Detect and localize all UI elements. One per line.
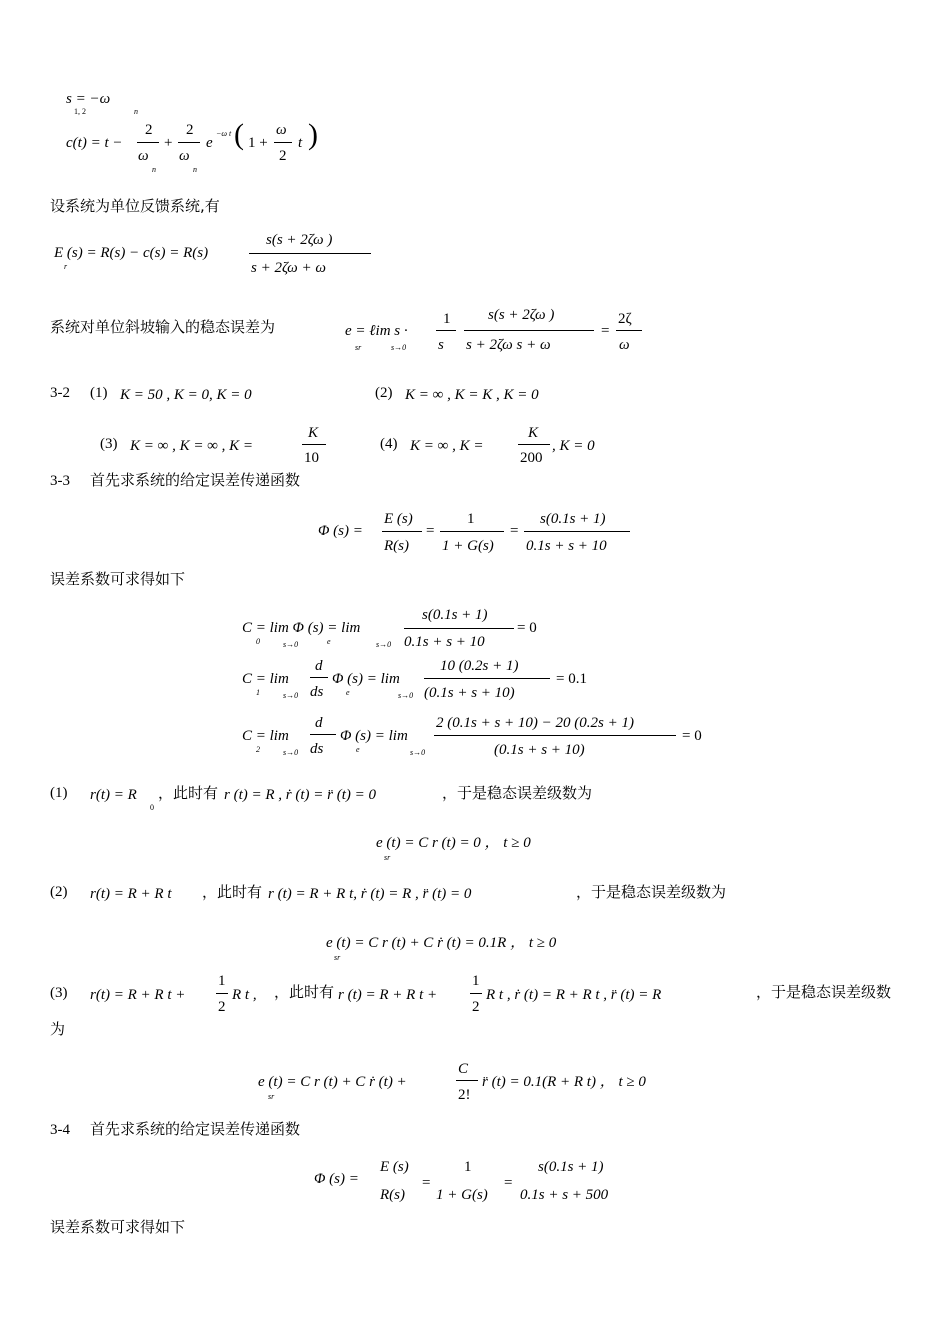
eq-ct-f2-sub: n bbox=[193, 165, 197, 174]
eq-c0-sub: 0 bbox=[256, 637, 260, 646]
eq-e3-bar bbox=[456, 1080, 478, 1081]
eq-ct-inner-den: 2 bbox=[279, 148, 287, 164]
case1-mid: ，此时有 bbox=[158, 784, 219, 802]
eq-c1-lim-sub: s→0 bbox=[283, 691, 299, 700]
eq-phi2-left: Φ (s) = bbox=[314, 1171, 359, 1187]
case3-tail: ，于是稳态误差级数 bbox=[756, 983, 892, 1001]
eq-c2-lim2-sub: s→0 bbox=[410, 748, 426, 757]
eq-c2-sub: 2 bbox=[256, 745, 260, 754]
eq-phi1-eq1: = bbox=[426, 523, 435, 539]
eq-k4-num: K bbox=[528, 425, 539, 441]
eq-ct-f1-sub: n bbox=[152, 165, 156, 174]
eq-c0-bar bbox=[404, 628, 514, 629]
eq-ct-f2-num: 2 bbox=[186, 122, 194, 138]
eq-c2-den: (0.1s + s + 10) bbox=[494, 742, 585, 758]
eq-c2-d-den: ds bbox=[310, 741, 324, 757]
eq-ess-res-bar bbox=[616, 330, 642, 331]
eq-c1-d-bar bbox=[310, 677, 328, 678]
eq-k3-bar bbox=[302, 444, 326, 445]
label-3-2: 3-2 bbox=[50, 385, 70, 401]
label-3-3: 3-3 bbox=[50, 473, 70, 489]
eq-c2-d-bar bbox=[310, 734, 336, 735]
eq-c2-mid: Φ (s) = lim bbox=[340, 728, 408, 744]
eq-ess-f1-bar bbox=[436, 330, 456, 331]
eq-c1-left: C = lim bbox=[242, 671, 289, 687]
eq-r3-a: r(t) = R + R t + bbox=[90, 987, 186, 1003]
eq-k4-right: , K = 0 bbox=[552, 438, 595, 454]
k2-label: (2) bbox=[375, 385, 393, 401]
eq-ct-rparen: ) bbox=[308, 118, 318, 151]
para-coef-1: 误差系数可求得如下 bbox=[50, 570, 186, 588]
eq-k3-num: K bbox=[308, 425, 319, 441]
eq-ct-left: c(t) = t − bbox=[66, 135, 123, 151]
eq-c2-lim-sub: s→0 bbox=[283, 748, 299, 757]
eq-c1-lim2-sub: s→0 bbox=[398, 691, 414, 700]
eq-phi2-f1-den: R(s) bbox=[380, 1187, 405, 1203]
eq-c0-den: 0.1s + s + 10 bbox=[404, 634, 485, 650]
eq-e1-sub: sr bbox=[384, 853, 391, 862]
eq-ct-exp-sup: −ω t bbox=[216, 129, 232, 138]
eq-phi1-f2-num: 1 bbox=[467, 511, 475, 527]
eq-ess-num: s(s + 2ζω ) bbox=[488, 307, 555, 323]
case1-label: (1) bbox=[50, 785, 68, 801]
eq-phi2-f3-num: s(0.1s + 1) bbox=[538, 1159, 604, 1175]
eq-e2-sub: sr bbox=[334, 953, 341, 962]
eq-r3-b-half-bar bbox=[470, 993, 482, 994]
eq-e1: e (t) = C r (t) = 0 ， t ≥ 0 bbox=[376, 835, 531, 851]
case2-label: (2) bbox=[50, 884, 68, 900]
eq-k4-den: 200 bbox=[520, 450, 543, 466]
eq-e3-left: e (t) = C r (t) + C ṙ (t) + bbox=[258, 1074, 407, 1090]
eq-c2-res: = 0 bbox=[682, 728, 702, 744]
eq-c1-d-den: ds bbox=[310, 684, 324, 700]
eq-c2-phi-sub: e bbox=[356, 745, 360, 754]
eq-r2-b: r (t) = R + R t, ṙ (t) = R , r̈ (t) = 0 bbox=[268, 886, 472, 902]
eq-ess-f1-den: s bbox=[438, 337, 444, 353]
eq-e3-num: C bbox=[458, 1061, 469, 1077]
eq-phi1-f1-bar bbox=[382, 531, 422, 532]
eq-phi1-eq2: = bbox=[510, 523, 519, 539]
eq-s12-sub: 1, 2 bbox=[74, 107, 86, 116]
eq-er-num: s(s + 2ζω ) bbox=[266, 232, 333, 248]
eq-phi1-f1-den: R(s) bbox=[384, 538, 409, 554]
para-3-4: 首先求系统的给定误差传递函数 bbox=[90, 1120, 301, 1138]
eq-ct-inner-num: ω bbox=[276, 122, 287, 138]
eq-k1: K = 50 , K = 0, K = 0 bbox=[120, 387, 252, 403]
para-unit-feedback: 设系统为单位反馈系统,有 bbox=[50, 197, 220, 215]
case1-tail: ，于是稳态误差级数为 bbox=[442, 784, 593, 802]
eq-c2-bar bbox=[434, 735, 676, 736]
eq-k3-left: K = ∞ , K = ∞ , K = bbox=[130, 438, 254, 454]
eq-er-left: E (s) = R(s) − c(s) = R(s) bbox=[54, 245, 209, 261]
eq-k4-bar bbox=[518, 444, 550, 445]
eq-r3-a2: R t , bbox=[232, 987, 257, 1003]
eq-r3-b-half-den: 2 bbox=[472, 999, 480, 1015]
eq-c1-bar bbox=[424, 678, 550, 679]
eq-er-den: s + 2ζω + ω bbox=[251, 260, 326, 276]
eq-ess-res-den: ω bbox=[619, 337, 630, 353]
eq-s12: s = −ω bbox=[66, 91, 111, 107]
eq-r1-a-sub: 0 bbox=[150, 803, 154, 812]
eq-c0-lim-sub: s→0 bbox=[283, 640, 299, 649]
eq-ess-res-num: 2ζ bbox=[618, 311, 632, 327]
eq-er-sub: r bbox=[64, 262, 68, 271]
eq-ct-f2-den: ω bbox=[179, 148, 190, 164]
eq-phi2-eq2: = bbox=[504, 1175, 513, 1191]
eq-ess-eq: = bbox=[601, 323, 610, 339]
eq-r3-half-bar bbox=[216, 993, 228, 994]
eq-ct-inner: 1 + bbox=[248, 135, 268, 151]
k1-label: (1) bbox=[90, 385, 108, 401]
eq-r2-a: r(t) = R + R t bbox=[90, 886, 172, 902]
eq-e3-den: 2! bbox=[458, 1087, 471, 1103]
k3-label: (3) bbox=[100, 436, 118, 452]
eq-ct-exp: e bbox=[206, 135, 213, 151]
eq-r3-half-den: 2 bbox=[218, 999, 226, 1015]
eq-c1-d-num: d bbox=[315, 658, 323, 674]
eq-r3-b2: R t , ṙ (t) = R + R t , r̈ (t) = R bbox=[486, 987, 662, 1003]
eq-phi1-f3-bar bbox=[524, 531, 630, 532]
case3-label: (3) bbox=[50, 985, 68, 1001]
eq-ess-den: s + 2ζω s + ω bbox=[466, 337, 551, 353]
eq-c2-left: C = lim bbox=[242, 728, 289, 744]
eq-r3-b-half-num: 1 bbox=[472, 973, 480, 989]
eq-c1-sub: 1 bbox=[256, 688, 260, 697]
eq-phi2-f2-num: 1 bbox=[464, 1159, 472, 1175]
para-ramp-error: 系统对单位斜坡输入的稳态误差为 bbox=[50, 318, 276, 336]
eq-e3-right: r̈ (t) = 0.1(R + R t) ， t ≥ 0 bbox=[482, 1074, 646, 1090]
eq-ess-lim-sub: s→0 bbox=[391, 343, 407, 352]
para-coef-2: 误差系数可求得如下 bbox=[50, 1218, 186, 1236]
eq-r3-b: r (t) = R + R t + bbox=[338, 987, 438, 1003]
eq-phi2-f2-den: 1 + G(s) bbox=[436, 1187, 488, 1203]
eq-ct-inner-t: t bbox=[298, 135, 303, 151]
eq-phi2-f1-num: E (s) bbox=[380, 1159, 409, 1175]
eq-c0-lim2-sub: s→0 bbox=[376, 640, 392, 649]
eq-phi2-eq1: = bbox=[422, 1175, 431, 1191]
eq-phi1-f3-num: s(0.1s + 1) bbox=[540, 511, 606, 527]
eq-r3-half-num: 1 bbox=[218, 973, 226, 989]
eq-r1-b: r (t) = R , ṙ (t) = r̈ (t) = 0 bbox=[224, 787, 377, 803]
eq-c0-num: s(0.1s + 1) bbox=[422, 607, 488, 623]
eq-phi1-left: Φ (s) = bbox=[318, 523, 363, 539]
eq-c0-left: C = lim Φ (s) = lim bbox=[242, 620, 361, 636]
k4-label: (4) bbox=[380, 436, 398, 452]
eq-er-bar bbox=[249, 253, 371, 254]
eq-c1-phi-sub: e bbox=[346, 688, 350, 697]
case2-tail: ，于是稳态误差级数为 bbox=[576, 883, 727, 901]
case3-wrap: 为 bbox=[50, 1020, 66, 1038]
eq-ct-f1-den: ω bbox=[138, 148, 149, 164]
eq-c0-res: = 0 bbox=[517, 620, 537, 636]
eq-ct-inner-bar bbox=[274, 142, 292, 143]
eq-phi1-f2-den: 1 + G(s) bbox=[442, 538, 494, 554]
eq-phi1-f3-den: 0.1s + s + 10 bbox=[526, 538, 607, 554]
eq-k3-den: 10 bbox=[304, 450, 319, 466]
eq-phi2-f3-den: 0.1s + s + 500 bbox=[520, 1187, 609, 1203]
case2-mid: ，此时有 bbox=[202, 883, 263, 901]
eq-ct-f2-bar bbox=[178, 142, 200, 143]
eq-r1-a: r(t) = R bbox=[90, 787, 137, 803]
eq-k4-left: K = ∞ , K = bbox=[410, 438, 484, 454]
eq-c1-mid: Φ (s) = lim bbox=[332, 671, 400, 687]
eq-ess-left: e = ℓim s · bbox=[345, 323, 408, 339]
eq-c2-num: 2 (0.1s + s + 10) − 20 (0.2s + 1) bbox=[436, 715, 634, 731]
eq-c1-res: = 0.1 bbox=[556, 671, 587, 687]
eq-ct-lparen: ( bbox=[234, 118, 244, 151]
eq-ct-f1-bar bbox=[137, 142, 159, 143]
eq-k2: K = ∞ , K = K , K = 0 bbox=[405, 387, 539, 403]
eq-s12-subn: n bbox=[134, 107, 138, 116]
eq-c0-phi-sub: e bbox=[327, 637, 331, 646]
eq-ct-f1-num: 2 bbox=[145, 122, 153, 138]
eq-c2-d-num: d bbox=[315, 715, 323, 731]
eq-c1-den: (0.1s + s + 10) bbox=[424, 685, 515, 701]
eq-phi1-f1-num: E (s) bbox=[384, 511, 413, 527]
label-3-4: 3-4 bbox=[50, 1122, 70, 1138]
eq-e3-sub: sr bbox=[268, 1092, 275, 1101]
eq-phi1-f2-bar bbox=[440, 531, 504, 532]
eq-e2: e (t) = C r (t) + C ṙ (t) = 0.1R ， t ≥ 0 bbox=[326, 935, 557, 951]
eq-ess-sub: sr bbox=[355, 343, 362, 352]
eq-ess-f1-num: 1 bbox=[443, 311, 451, 327]
case3-mid: ，此时有 bbox=[274, 983, 335, 1001]
eq-ct-plus: + bbox=[164, 135, 173, 151]
eq-c1-num: 10 (0.2s + 1) bbox=[440, 658, 519, 674]
para-3-3: 首先求系统的给定误差传递函数 bbox=[90, 471, 301, 489]
eq-ess-bar bbox=[464, 330, 594, 331]
